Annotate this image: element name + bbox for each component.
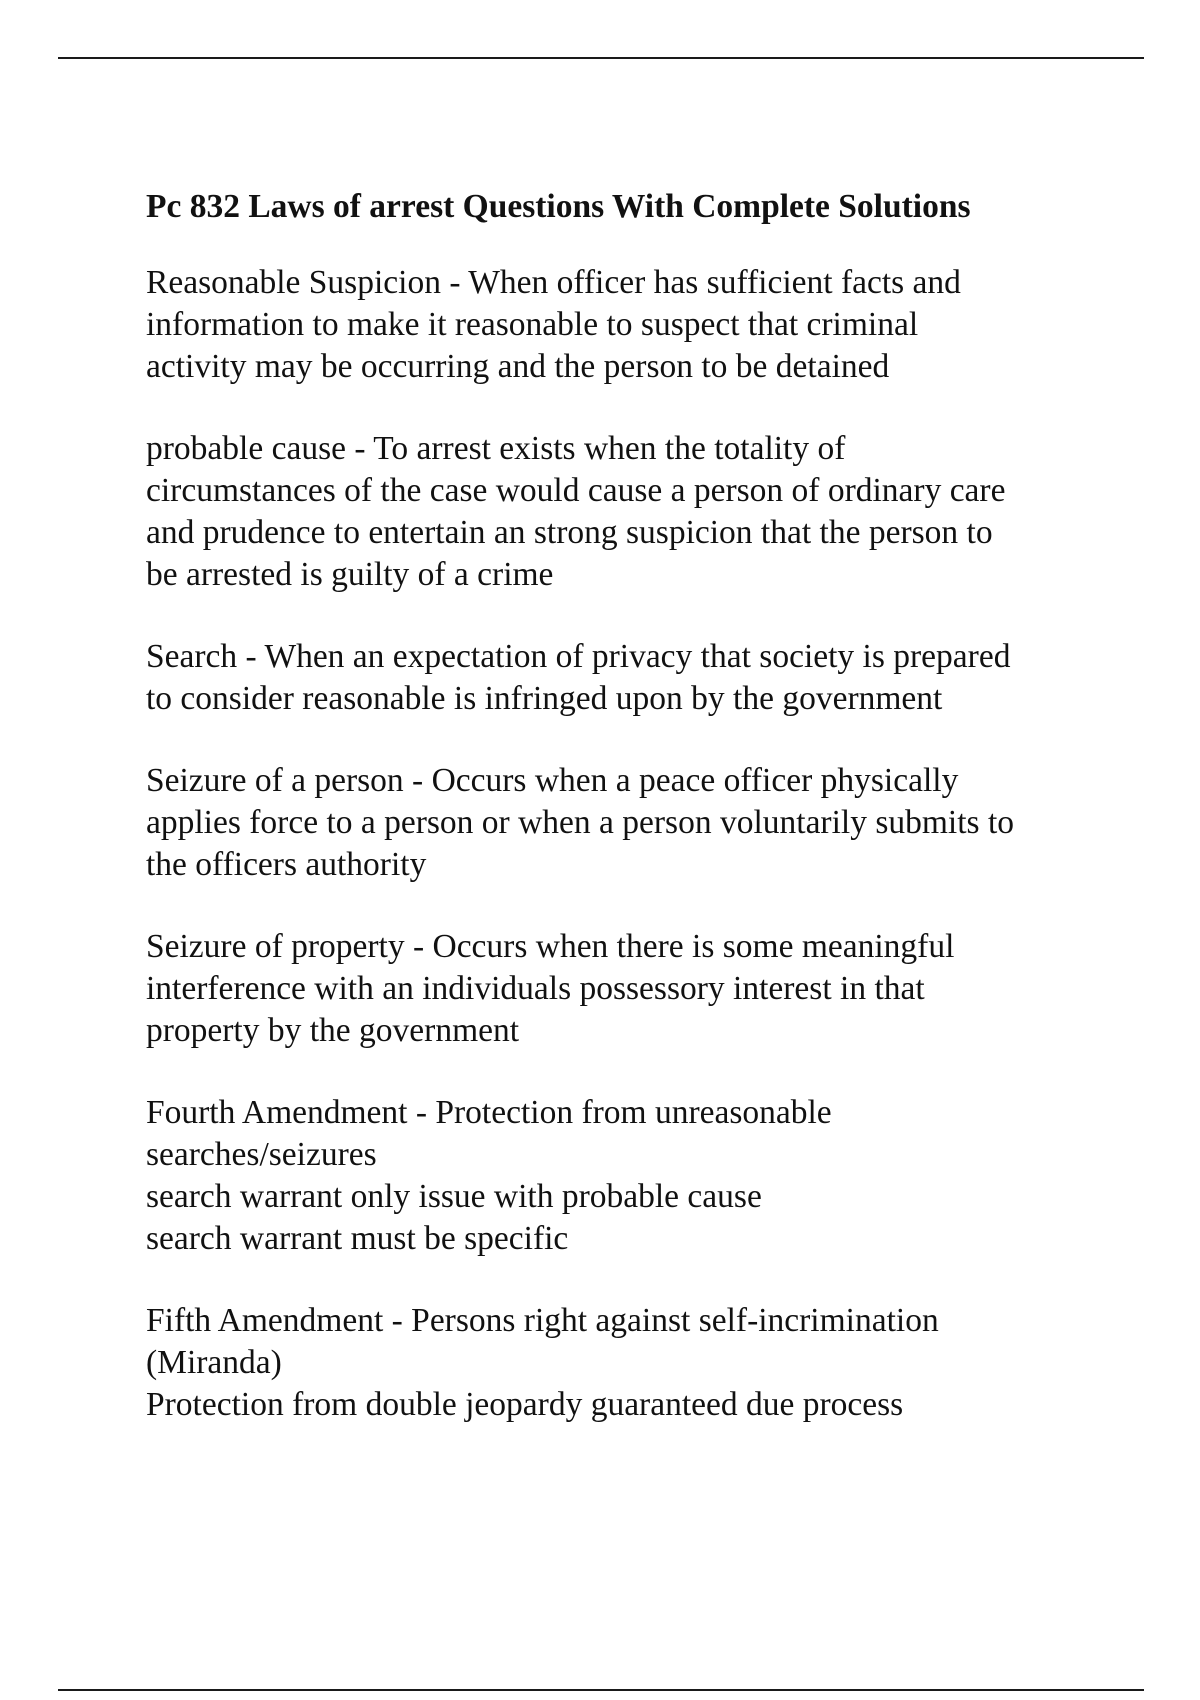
document-title: Pc 832 Laws of arrest Questions With Complete Solutions [146, 188, 971, 225]
entry-line: interference with an individuals possessory interest in that [146, 970, 925, 1007]
entry-line: Search - When an expectation of privacy that society is prepared [146, 638, 1011, 675]
entry-fifth-amendment [146, 1300, 1106, 1426]
entry-line: Reasonable Suspicion - When officer has sufficient facts and [146, 264, 961, 301]
entry-seizure-of-property [146, 926, 1106, 1052]
entry-line: search warrant only issue with probable cause [146, 1178, 762, 1215]
entry-line: Fifth Amendment - Persons right against self-incrimination [146, 1302, 939, 1339]
entry-line: (Miranda) [146, 1344, 282, 1381]
bottom-divider [58, 1689, 1144, 1691]
top-divider [58, 57, 1144, 59]
entry-line: be arrested is guilty of a crime [146, 556, 554, 593]
entry-seizure-of-person [146, 760, 1106, 886]
entry-line: probable cause - To arrest exists when the totality of [146, 430, 846, 467]
entry-line: Protection from double jeopardy guaranteed due process [146, 1386, 904, 1423]
entry-line: applies force to a person or when a person voluntarily submits to [146, 804, 1015, 841]
entry-line: to consider reasonable is infringed upon by the government [146, 680, 943, 717]
entry-fourth-amendment [146, 1092, 1106, 1260]
entry-line: property by the government [146, 1012, 520, 1049]
entry-line: Seizure of a person - Occurs when a peace officer physically [146, 762, 959, 799]
entry-line: Seizure of property - Occurs when there is some meaningful [146, 928, 955, 965]
entry-search [146, 636, 1106, 720]
entry-line: and prudence to entertain an strong suspicion that the person to [146, 514, 993, 551]
entry-line: activity may be occurring and the person to be detained [146, 348, 890, 385]
entry-line: information to make it reasonable to suspect that criminal [146, 306, 919, 343]
entry-line: circumstances of the case would cause a person of ordinary care [146, 472, 1006, 509]
entry-line: search warrant must be specific [146, 1220, 569, 1257]
entry-probable-cause [146, 428, 1106, 596]
entry-line: searches/seizures [146, 1136, 377, 1173]
entry-line: the officers authority [146, 846, 427, 883]
document-body [146, 186, 1106, 1466]
entry-reasonable-suspicion [146, 262, 1106, 388]
entry-line: Fourth Amendment - Protection from unreasonable [146, 1094, 832, 1131]
